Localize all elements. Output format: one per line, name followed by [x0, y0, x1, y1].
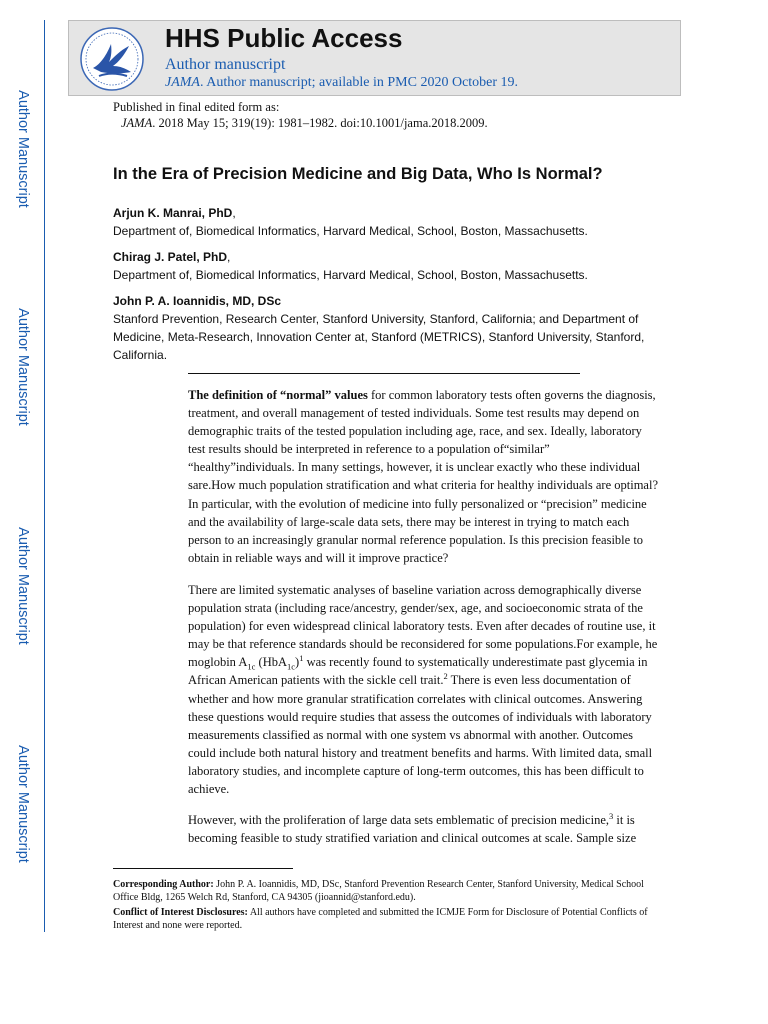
citation: JAMA. 2018 May 15; 319(19): 1981–1982. doi:10.1001/jama.2018.2009.	[121, 116, 488, 130]
published-label: Published in final edited form as:	[113, 100, 280, 114]
corresponding-author-note: Corresponding Author: John P. A. Ioannidis, MD, DSc, Stanford Prevention Research Center, Stanford University, Medical School Office Bldg, 1265 Welch Rd, Stanford, CA 94305 (jioannid@stanford.edu).	[113, 879, 644, 903]
header-availability: JAMA. Author manuscript; available in PMC 2020 October 19.	[165, 75, 519, 90]
header-subtitle: Author manuscript	[165, 56, 286, 73]
section-divider	[188, 373, 580, 374]
paper-title: In the Era of Precision Medicine and Big Data, Who Is Normal?	[113, 165, 603, 183]
sidebar-rule	[44, 20, 45, 932]
sidebar-label: Author Manuscript	[15, 527, 31, 645]
hhs-eagle-seal-icon	[77, 24, 147, 94]
footnotes	[113, 879, 658, 935]
body-paragraph: There are limited systematic analyses of baseline variation across demographically diverse population strata (including race/ancestry, gender/sex, age, and socioeconomic strata of the population) for even widespread clinical laboratory tests. Even after decades of routine use, it may be that reference standards should be reconsidered for some populations.For example, he moglobin $A_{1c}$ $(HbA_{1c})^1$ was recently found to systematically underestimate past glycemia in African American patients with the sickle cell trait.$^2$ There is even less documentation of whether and how more granular stratification correlates with clinical outcomes. Answering these questions would require studies that assess the outcomes of individuals with laboratory measurements classified as normal with one system vs abnormal with another. Outcomes could include both natural history and treatment benefits and harms. With limited data, small laboratory studies, and incomplete capture of long-term outcomes, this has been difficult to achieve.	[188, 583, 658, 797]
author-name: Chirag J. Patel, PhD,	[113, 250, 231, 264]
sidebar-label: Author Manuscript	[15, 90, 31, 208]
author-affiliation: Department of, Biomedical Informatics, Harvard Medical, School, Boston, Massachusetts.	[113, 268, 588, 282]
conflict-disclosure-note: Conflict of Interest Disclosures: All authors have completed and submitted the ICMJE Form for Disclosure of Potential Conflicts of Interest and none were reported.	[113, 907, 648, 931]
sidebar-label: Author Manuscript	[15, 745, 31, 863]
author-affiliation: Department of, Biomedical Informatics, Harvard Medical, School, Boston, Massachusetts.	[113, 224, 588, 238]
body-paragraph: However, with the proliferation of large data sets emblematic of precision medicine,$^3$ it is becoming feasible to study stratified variation and clinical outcomes at scale. Sample size	[188, 810, 637, 846]
body-paragraph: The definition of “normal” values for common laboratory tests often governs the diagnosis, treatment, and overall management of tested individuals. Some test results may depend on demographic traits of the tested population including age, race, and sex. Ideally, laboratory test results should be interpreted in reference to a population of“similar” “healthy”individuals. In many settings, however, it is unclear exactly who these individual sare.How much population stratification and what criteria for healthy individuals are optimal? In particular, with the evolution of medicine into fully personalized or “precision” medicine and the availability of large-scale data sets, there may be interest in trying to match each person to an increasingly granular normal reference population. Is this precision feasible to obtain in reliable ways and will it improve practice?	[188, 388, 658, 565]
sidebar-label: Author Manuscript	[15, 308, 31, 426]
author-name: John P. A. Ioannidis, MD, DSc	[113, 294, 282, 308]
footnote-divider	[113, 868, 293, 869]
author-name: Arjun K. Manrai, PhD,	[113, 206, 236, 220]
author-affiliation: Stanford Prevention, Research Center, Stanford University, Stanford, California; and Department of Medicine, Meta-Research, Innovation Center at, Stanford (METRICS), Stanford University, Stanford, California.	[113, 312, 645, 362]
header-title: HHS Public Access	[165, 23, 403, 53]
